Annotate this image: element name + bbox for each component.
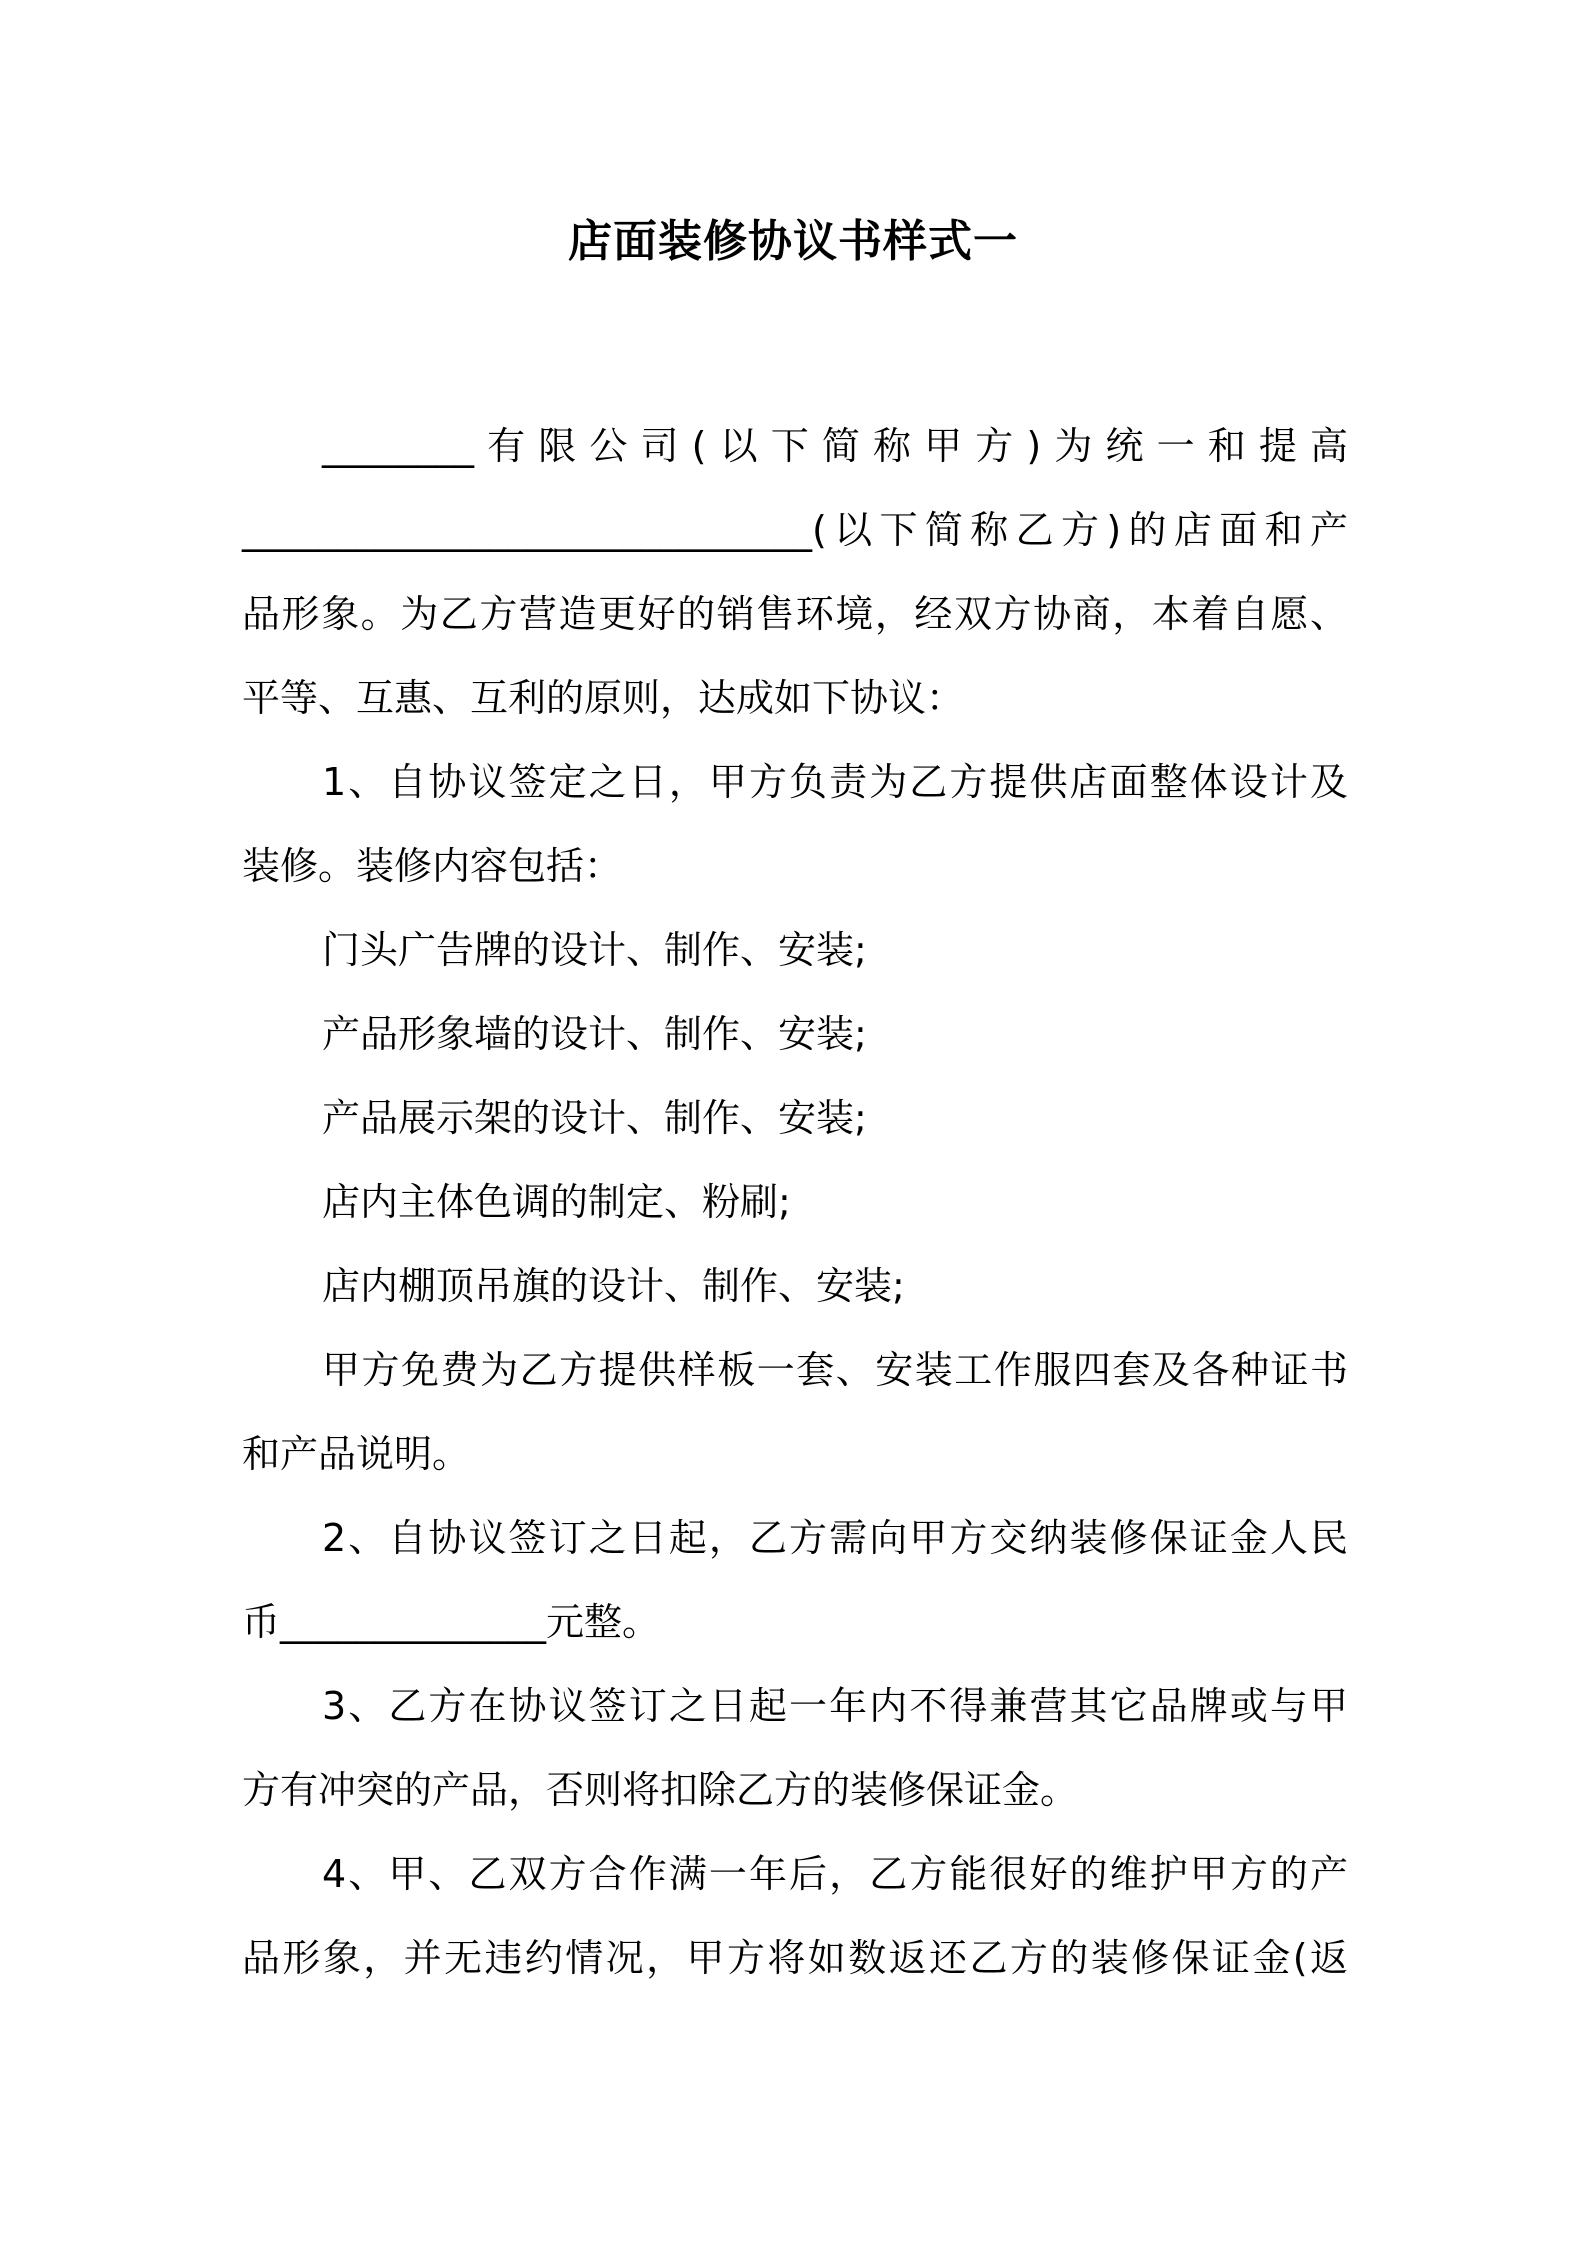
- paragraph-line: ________有限公司(以下简称甲方)为统一和提高: [322, 424, 1348, 468]
- clause-3-line: 方有冲突的产品，否则将扣除乙方的装修保证金。: [242, 1768, 1079, 1812]
- document-title: 店面装修协议书样式一: [568, 216, 1018, 267]
- paragraph-line: 平等、互惠、互利的原则，达成如下协议：: [242, 676, 965, 720]
- paragraph-line: 和产品说明。: [242, 1432, 471, 1476]
- clause-4-line: 4、甲、乙双方合作满一年后，乙方能很好的维护甲方的产: [322, 1852, 1348, 1896]
- clause-4-line: 品形象，并无违约情况，甲方将如数返还乙方的装修保证金(返: [242, 1936, 1348, 1980]
- paragraph-line: ______________________________(以下简称乙方)的店面和产: [242, 508, 1348, 552]
- paragraph-line: 品形象。为乙方营造更好的销售环境，经双方协商，本着自愿、: [242, 592, 1348, 636]
- list-item: 店内主体色调的制定、粉刷;: [322, 1180, 791, 1224]
- clause-1-line: 1、自协议签定之日，甲方负责为乙方提供店面整体设计及: [322, 760, 1348, 804]
- document-body: [242, 404, 1348, 2000]
- list-item: 门头广告牌的设计、制作、安装;: [322, 928, 867, 972]
- paragraph-line: 甲方免费为乙方提供样板一套、安装工作服四套及各种证书: [322, 1348, 1348, 1392]
- clause-1-line: 装修。装修内容包括：: [242, 844, 623, 888]
- clause-2-line: 币______________元整。: [242, 1600, 661, 1644]
- list-item: 店内棚顶吊旗的设计、制作、安装;: [322, 1264, 905, 1308]
- clause-2-line: 2、自协议签订之日起，乙方需向甲方交纳装修保证金人民: [322, 1516, 1348, 1560]
- list-item: 产品形象墙的设计、制作、安装;: [322, 1012, 867, 1056]
- list-item: 产品展示架的设计、制作、安装;: [322, 1096, 867, 1140]
- clause-3-line: 3、乙方在协议签订之日起一年内不得兼营其它品牌或与甲: [322, 1684, 1348, 1728]
